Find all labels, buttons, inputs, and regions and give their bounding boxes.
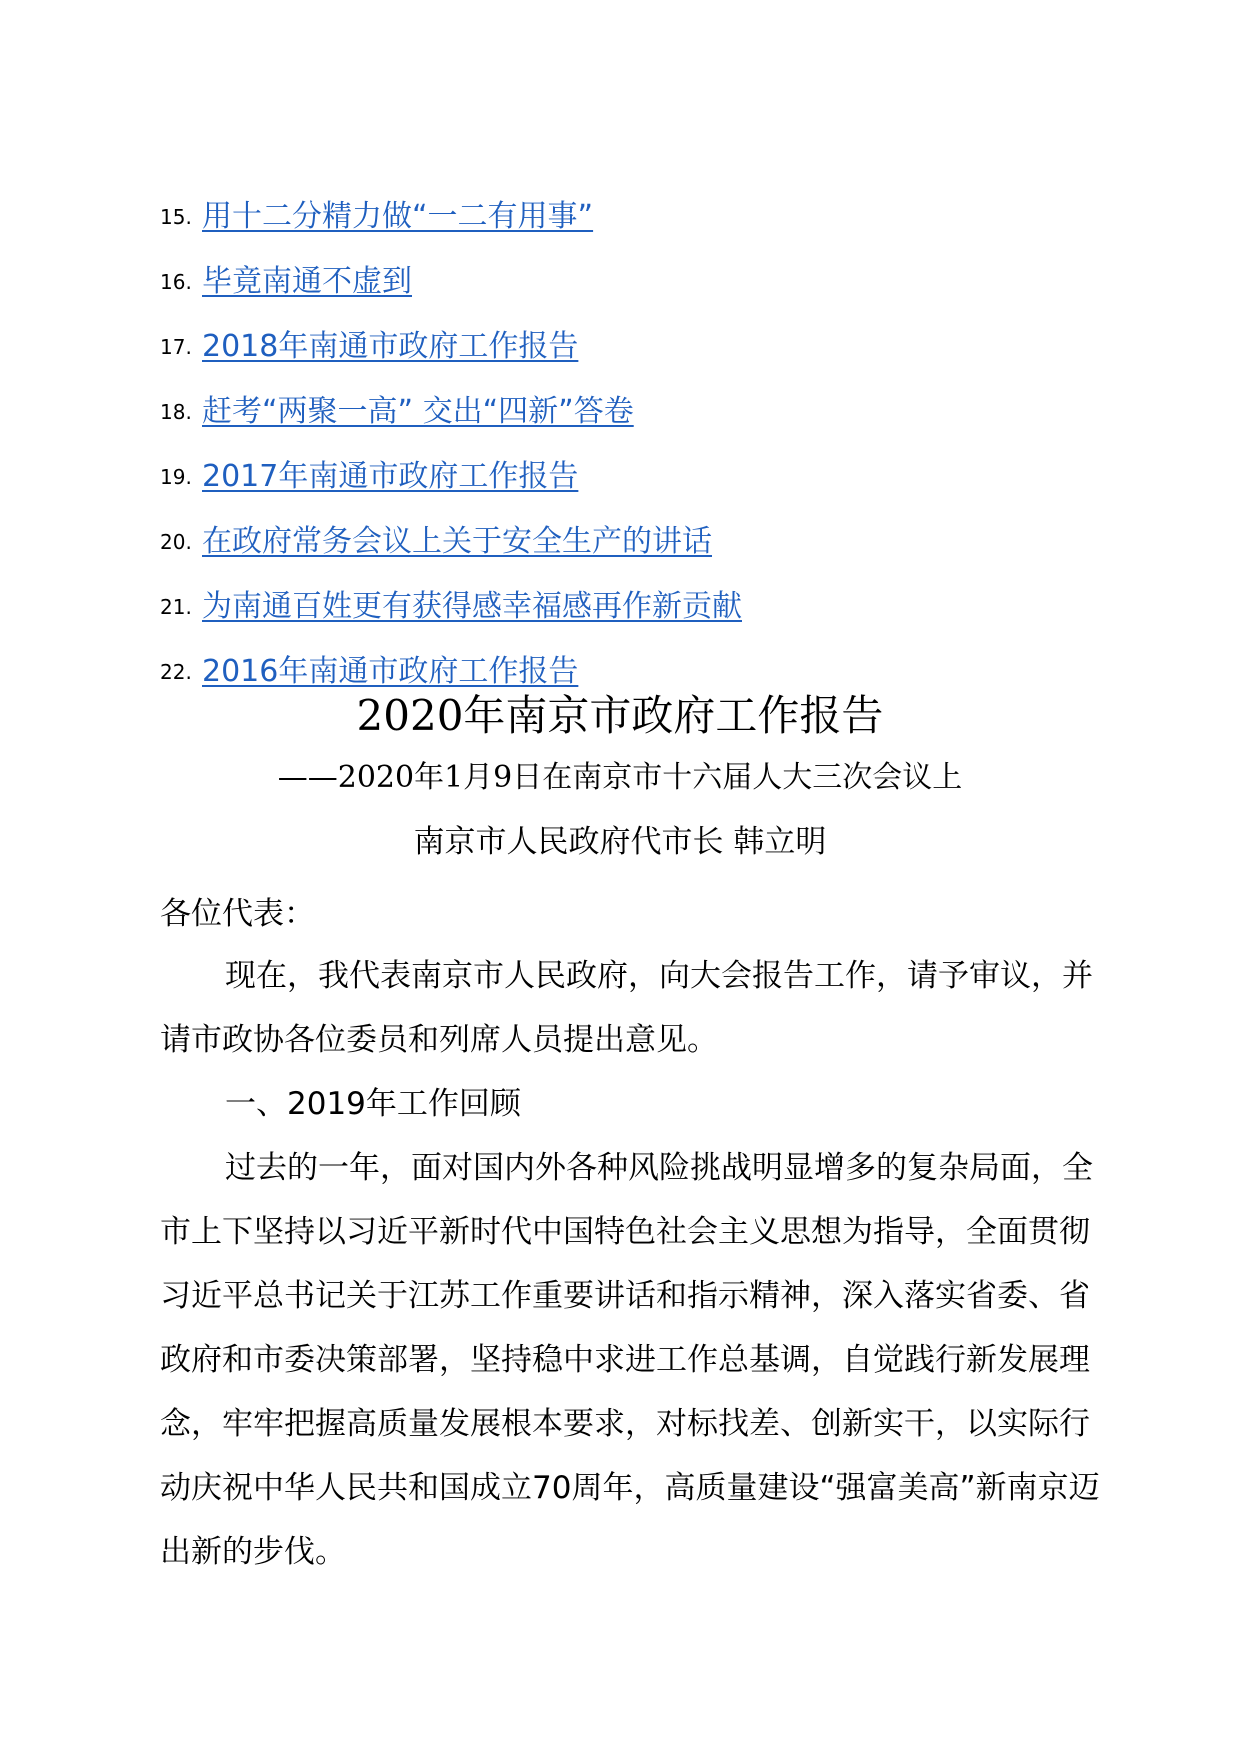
list-item xyxy=(160,235,1120,300)
article-link[interactable]: 赶考“两聚一高” 交出“四新”答卷 xyxy=(202,394,634,429)
list-item xyxy=(160,300,1120,365)
article-link[interactable]: 2017年南通市政府工作报告 xyxy=(202,459,579,494)
list-item xyxy=(160,430,1120,495)
report-speaker: 南京市人民政府代市长 韩立明 xyxy=(413,824,827,860)
list-item-number: 18. xyxy=(160,400,192,424)
list-item-number: 22. xyxy=(160,660,192,684)
list-item-number: 19. xyxy=(160,465,192,489)
salutation: 各位代表： xyxy=(160,896,315,932)
list-item-number: 21. xyxy=(160,595,192,619)
report-title: 2020年南京市政府工作报告 xyxy=(356,691,884,740)
report-subtitle: ——2020年1月9日在南京市十六届人大三次会议上 xyxy=(277,760,963,795)
article-link[interactable]: 2018年南通市政府工作报告 xyxy=(202,329,579,364)
list-item-number: 15. xyxy=(160,205,192,229)
list-item xyxy=(160,170,1120,235)
article-link[interactable]: 在政府常务会议上关于安全生产的讲话 xyxy=(202,524,712,559)
body-paragraph: 现在，我代表南京市人民政府，向大会报告工作，请予审议，并请市政协各位委员和列席人员提出意见。 xyxy=(160,958,1093,1058)
article-link[interactable]: 用十二分精力做“一二有用事” xyxy=(202,199,594,234)
list-item xyxy=(160,495,1120,560)
list-item xyxy=(160,560,1120,625)
section-heading: 一、2019年工作回顾 xyxy=(225,1086,521,1122)
article-link[interactable]: 为南通百姓更有获得感幸福感再作新贡献 xyxy=(202,589,742,624)
list-item-number: 20. xyxy=(160,530,192,554)
list-item xyxy=(160,365,1120,430)
body-paragraph: 过去的一年，面对国内外各种风险挑战明显增多的复杂局面，全市上下坚持以习近平新时代中国特色社会主义思想为指导，全面贯彻习近平总书记关于江苏工作重要讲话和指示精神，深入落实省委、省政府和市委决策部署，坚持稳中求进工作总基调，自觉践行新发展理念，牢牢把握高质量发展根本要求，对标找差、创新实干，以实际行动庆祝中华人民共和国成立70周年，高质量建设“强富美高”新南京迈出新的步伐。 xyxy=(160,1150,1100,1570)
list-item xyxy=(160,625,1120,690)
related-articles-list xyxy=(160,170,1120,690)
list-item-number: 17. xyxy=(160,335,192,359)
list-item-number: 16. xyxy=(160,270,192,294)
article-link[interactable]: 2016年南通市政府工作报告 xyxy=(202,654,579,689)
article-link[interactable]: 毕竟南通不虚到 xyxy=(202,264,412,299)
